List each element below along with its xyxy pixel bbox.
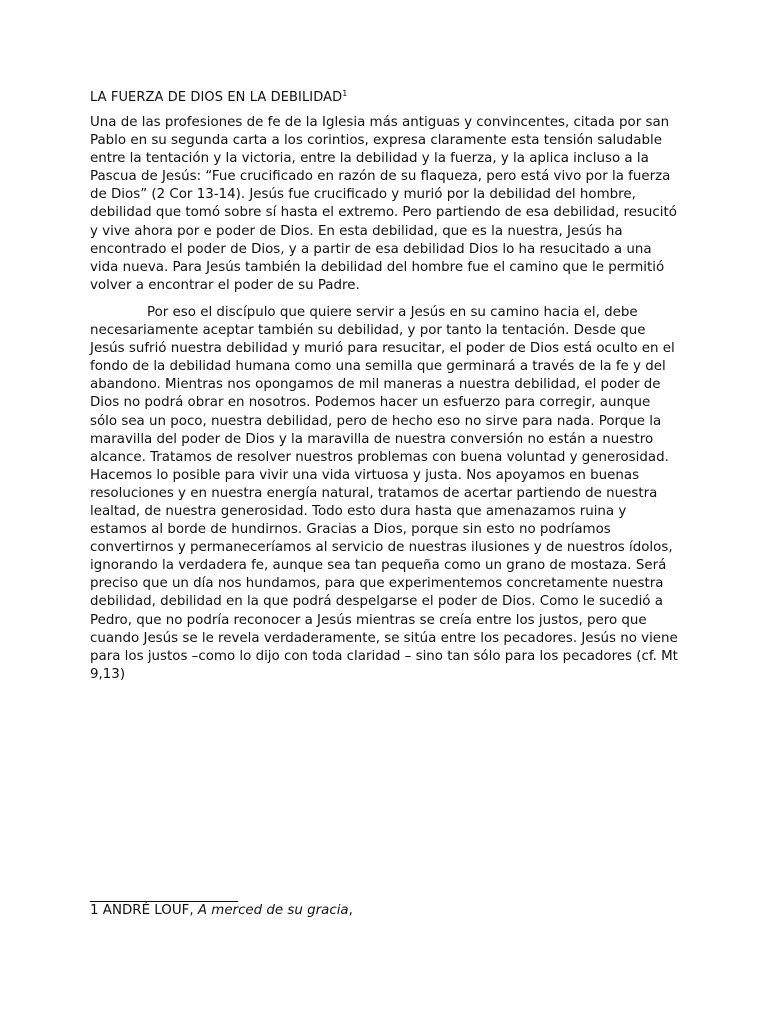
- document-title: [90, 88, 680, 108]
- footnote-trailing: ,: [348, 903, 353, 918]
- footnote: [90, 902, 353, 920]
- footnote-number: 1: [90, 903, 99, 918]
- paragraph-2: Por eso el discípulo que quiere servir a Jesús en su camino hacia el, debe necesariamente aceptar también su debilidad, y por tanto la tentación. Desde que Jesús sufrió nuestra debilidad y murió para resucitar, el poder de Dios está oculto en el fondo de la debilidad humana como una semilla que germinará a través de la fe y del abandono. Mientras nos opongamos de mil maneras a nuestra debilidad, el poder de Dios no podrá obrar en nosotros. Podemos hacer un esfuerzo para corregir, aunque sólo sea un poco, nuestra debilidad, pero de hecho eso no sirve para nada. Porque la maravilla del poder de Dios y la maravilla de nuestra conversión no están a nuestro alcance. Tratamos de resolver nuestros problemas con buena voluntad y generosidad. Hacemos lo posible para vivir una vida virtuosa y justa. Nos apoyamos en buenas resoluciones y en nuestra energía natural, tratamos de acertar partiendo de nuestra lealtad, de nuestra generosidad. Todo esto dura hasta que amenazamos ruina y estamos al borde de hundirnos. Gracias a Dios, porque sin esto no podríamos convertirnos y permaneceríamos al servicio de nuestras ilusiones y de nuestros ídolos, ignorando la verdadera fe, aunque sea tan pequeña como un grano de mostaza. Será preciso que un día nos hundamos, para que experimentemos concretamente nuestra debilidad, debilidad en la que podrá despelgarse el poder de Dios. Como le sucedió a Pedro, que no podría reconocer a Jesús mientras se creía entre los justos, pero que cuando Jesús se le revela verdaderamente, se sitúa entre los pecadores. Jesús no viene para los justos –como lo dijo con toda claridad – sino tan sólo para los pecadores (cf. Mt 9,13): [90, 304, 678, 682]
- title-text: LA FUERZA DE DIOS EN LA DEBILIDAD: [90, 90, 343, 105]
- paragraph-1: Una de las profesiones de fe de la Iglesia más antiguas y convincentes, citada por san Pablo en su segunda carta a los corintios, expresa claramente esta tensión saludable entre la tentación y la victoria, entre la debilidad y la fuerza, y la aplica incluso a la Pascua de Jesús: “Fue crucificado en razón de su flaqueza, pero está vivo por la fuerza de Dios” (2 Cor 13-14). Jesús fue crucificado y murió por la debilidad del hombre, debilidad que tomó sobre sí hasta el extremo. Pero partiendo de esa debilidad, resucitó y vive ahora por e poder de Dios. En esta debilidad, que es la nuestra, Jesús ha encontrado el poder de Dios, y a partir de esa debilidad Dios lo ha resucitado a una vida nueva. Para Jesús también la debilidad del hombre fue el camino que le permitió volver a encontrar el poder de su Padre.: [90, 115, 677, 293]
- footnote-work: A merced de su gracia: [197, 903, 349, 918]
- document-body: [90, 88, 680, 684]
- footnote-reference: 1: [342, 89, 348, 98]
- footnote-author: ANDRÉ LOUF,: [102, 903, 194, 918]
